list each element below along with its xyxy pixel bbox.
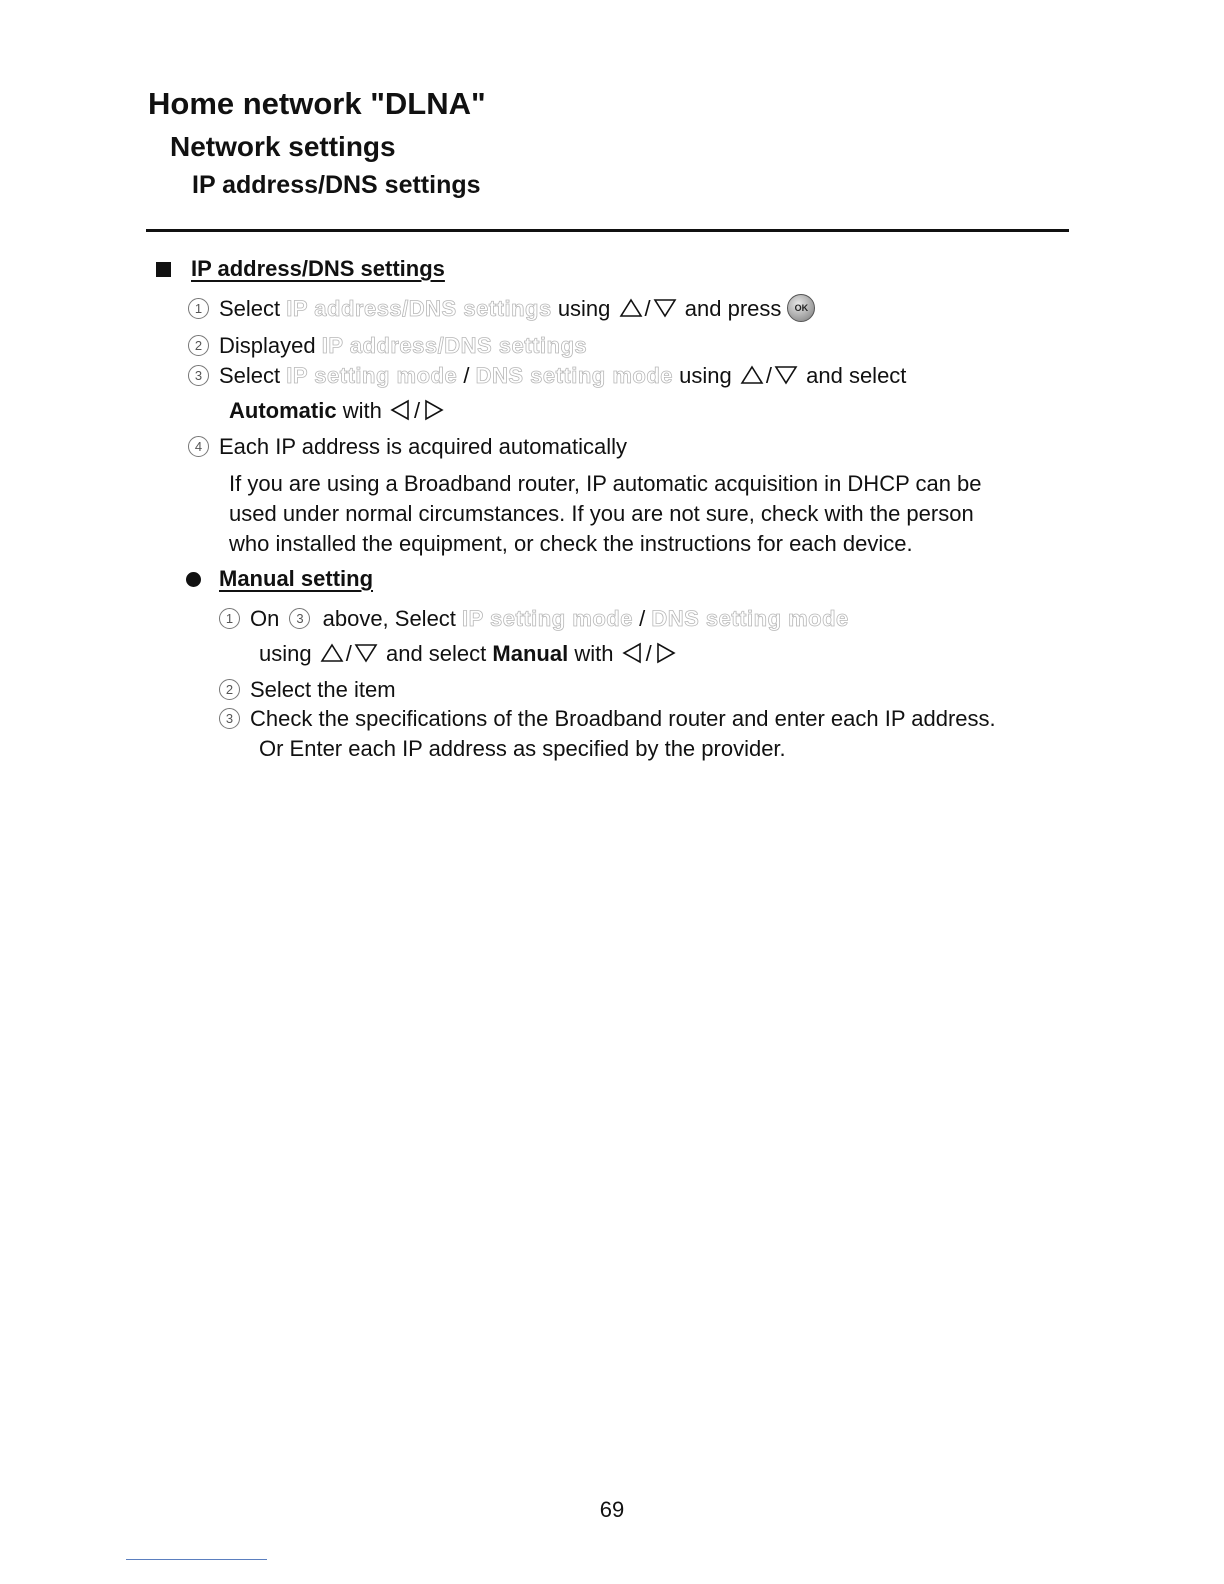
step-number-icon: 2: [219, 679, 240, 700]
subsection-heading: IP address/DNS settings: [192, 171, 481, 199]
option-automatic: Automatic: [229, 398, 337, 423]
step-text: with: [574, 641, 614, 666]
step-1: [188, 294, 815, 324]
page-heading: Home network "DLNA": [148, 86, 486, 121]
manual-step-3-continued: [259, 734, 786, 764]
step-text: On: [250, 606, 280, 631]
separator: /: [463, 363, 470, 388]
menu-item-label: IP setting mode: [462, 606, 633, 631]
step-number-icon: 1: [188, 298, 209, 319]
step-3-continued: [229, 396, 446, 426]
separator: /: [413, 398, 421, 423]
down-arrow-icon: [354, 643, 378, 663]
step-number-icon: 4: [188, 436, 209, 457]
left-arrow-icon: [622, 642, 644, 664]
step-3: [188, 361, 906, 391]
step-number-icon: 2: [188, 335, 209, 356]
note-line: If you are using a Broadband router, IP automatic acquisition in DHCP can be: [229, 471, 982, 496]
separator: /: [644, 296, 651, 321]
separator: /: [765, 363, 772, 388]
option-manual: Manual: [492, 641, 569, 666]
up-arrow-icon: [619, 298, 643, 318]
manual-title-row: [186, 566, 373, 592]
menu-item-label: IP address/DNS settings: [321, 333, 588, 358]
note-line: who installed the equipment, or check the instructions for each device.: [229, 531, 913, 556]
dhcp-note: [229, 469, 1069, 559]
right-arrow-icon: [422, 399, 444, 421]
step-text: and select: [806, 363, 907, 388]
step-text: using: [259, 641, 312, 666]
separator: /: [345, 641, 352, 666]
step-text: using: [557, 296, 611, 321]
step-text: and select: [385, 641, 487, 666]
step-text: Select: [219, 296, 281, 321]
square-bullet-icon: [156, 262, 171, 277]
separator: /: [645, 641, 652, 666]
menu-item-label: DNS setting mode: [475, 363, 674, 388]
step-text: Or Enter each IP address as specified by the provider.: [259, 736, 786, 761]
down-arrow-icon: [653, 298, 677, 318]
step-reference-icon: 3: [289, 608, 310, 629]
section-title: IP address/DNS settings: [191, 256, 445, 281]
manual-step-1: [219, 604, 849, 634]
note-line: used under normal circumstances. If you are not sure, check with the person: [229, 501, 974, 526]
step-text: Check the specifications of the Broadband router and enter each IP address.: [250, 706, 996, 731]
step-text: Displayed: [219, 333, 316, 358]
manual-step-1-continued: [259, 639, 678, 669]
heading-divider: [146, 229, 1069, 232]
up-arrow-icon: [320, 643, 344, 663]
step-2: [188, 331, 587, 361]
menu-item-label: IP address/DNS settings: [286, 296, 552, 321]
left-arrow-icon: [390, 399, 412, 421]
manual-step-2: [219, 675, 396, 705]
menu-item-label: DNS setting mode: [651, 606, 849, 631]
step-4: [188, 432, 627, 462]
section-heading: Network settings: [170, 131, 396, 162]
down-arrow-icon: [774, 365, 798, 385]
step-text: above, Select: [322, 606, 456, 631]
step-text: Select: [219, 363, 281, 388]
page-number: 69: [599, 1497, 625, 1522]
section-title-row: [156, 256, 445, 282]
step-text: with: [342, 398, 382, 423]
step-text: Select the item: [250, 677, 396, 702]
manual-title: Manual setting: [219, 566, 374, 591]
footer-divider: [126, 1559, 267, 1560]
step-text: and press: [684, 296, 782, 321]
menu-item-label: IP setting mode: [286, 363, 458, 388]
step-text: Each IP address is acquired automatically: [219, 434, 628, 459]
step-number-icon: 1: [219, 608, 240, 629]
up-arrow-icon: [740, 365, 764, 385]
manual-step-3: [219, 704, 996, 734]
round-bullet-icon: [186, 572, 201, 587]
step-text: using: [679, 363, 732, 388]
step-number-icon: 3: [219, 708, 240, 729]
separator: /: [639, 606, 646, 631]
step-number-icon: 3: [188, 365, 209, 386]
ok-button-icon: OK: [787, 294, 815, 322]
right-arrow-icon: [654, 642, 676, 664]
